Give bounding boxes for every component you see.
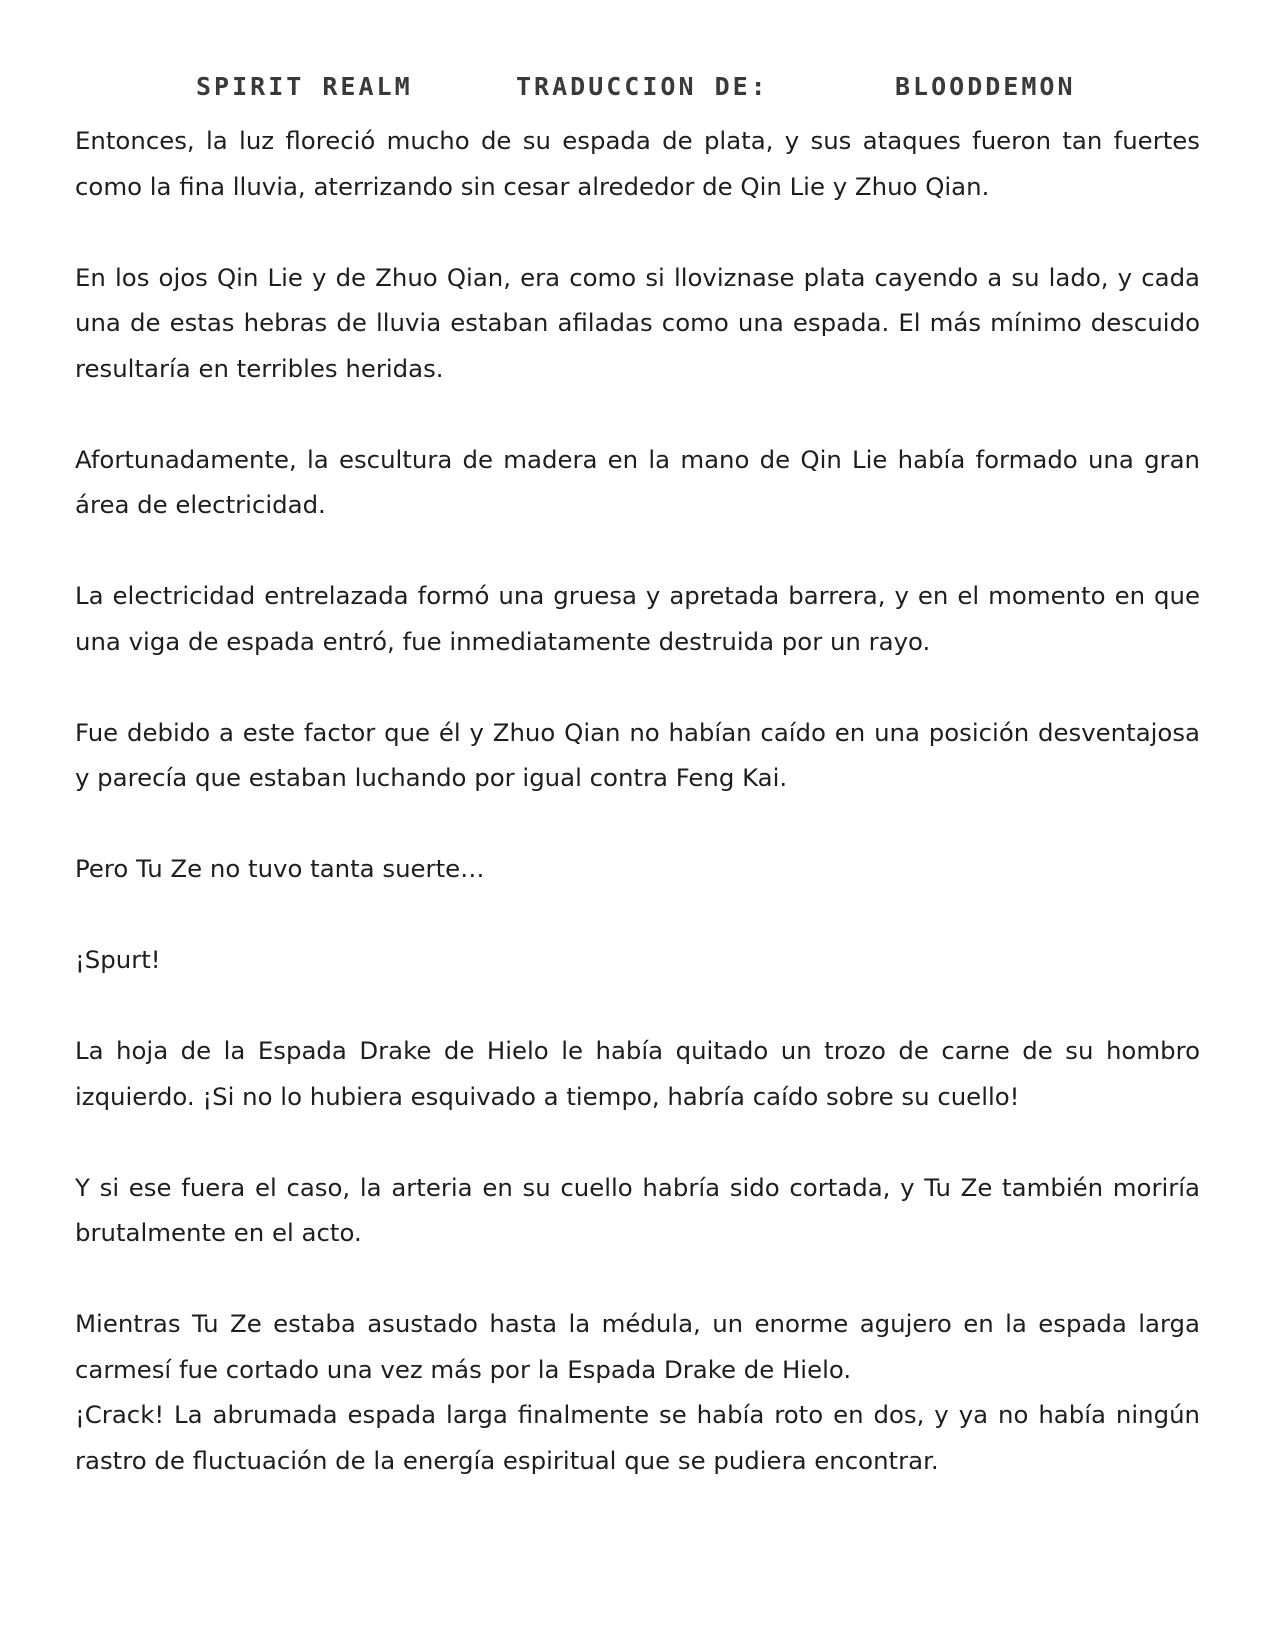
header-series-title: SPIRIT REALM bbox=[196, 72, 413, 101]
paragraph: ¡Spurt! bbox=[75, 945, 161, 974]
page-header bbox=[0, 72, 1275, 112]
paragraph: Entonces, la luz floreció mucho de su espada de plata, y sus ataques fueron tan fuertes como la fina lluvia, aterrizando sin cesar alrededor de Qin Lie y Zhuo Qian. bbox=[75, 126, 1200, 201]
paragraph: Y si ese fuera el caso, la arteria en su cuello habría sido cortada, y Tu Ze también moriría brutalmente en el acto. bbox=[75, 1172, 1200, 1247]
header-translation-label: TRADUCCION DE: bbox=[516, 72, 769, 101]
paragraph: Fue debido a este factor que él y Zhuo Qian no habían caído en una posición desventajosa y parecía que estaban luchando por igual contra Feng Kai. bbox=[75, 717, 1200, 792]
paragraph: La hoja de la Espada Drake de Hielo le había quitado un trozo de carne de su hombro izquierdo. ¡Si no lo hubiera esquivado a tiempo, habría caído sobre su cuello! bbox=[75, 1036, 1200, 1111]
paragraph: Mientras Tu Ze estaba asustado hasta la médula, un enorme agujero en la espada larga carmesí fue cortado una vez más por la Espada Drake de Hielo. bbox=[75, 1309, 1200, 1384]
paragraph: En los ojos Qin Lie y de Zhuo Qian, era como si lloviznase plata cayendo a su lado, y cada una de estas hebras de lluvia estaban afiladas como una espada. El más mínimo descuido resultaría en terribles heridas. bbox=[75, 262, 1200, 383]
paragraph: Afortunadamente, la escultura de madera en la mano de Qin Lie había formado una gran área de electricidad. bbox=[75, 444, 1200, 519]
paragraph: Pero Tu Ze no tuvo tanta suerte… bbox=[75, 854, 485, 883]
paragraph: ¡Crack! La abrumada espada larga finalmente se había roto en dos, y ya no había ningún rastro de fluctuación de la energía espiritual que se pudiera encontrar. bbox=[75, 1400, 1200, 1475]
header-translator-name: BLOODDEMON bbox=[895, 72, 1076, 101]
document-body bbox=[75, 118, 1200, 1529]
paragraph: La electricidad entrelazada formó una gruesa y apretada barrera, y en el momento en que una viga de espada entró, fue inmediatamente destruida por un rayo. bbox=[75, 581, 1200, 656]
